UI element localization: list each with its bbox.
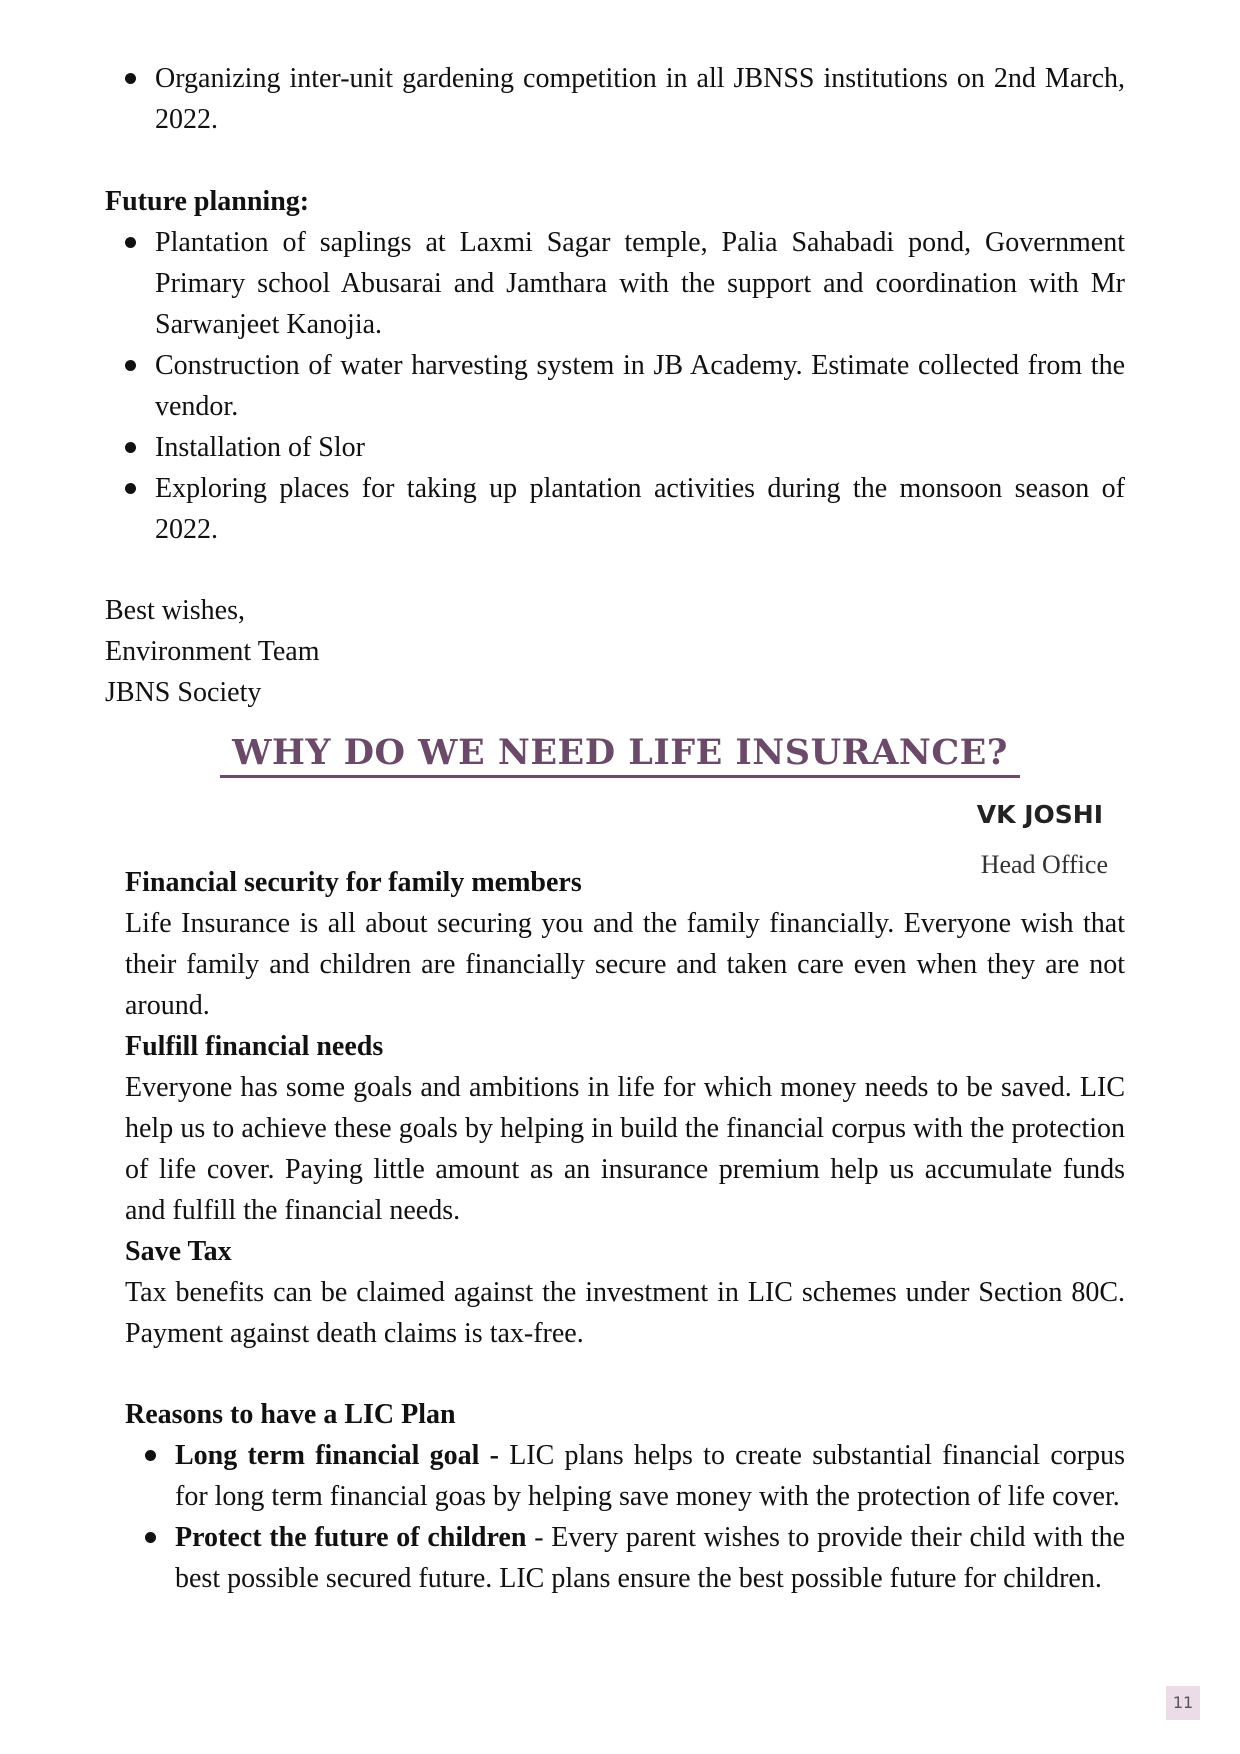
intro-bullet-list bbox=[105, 58, 1125, 140]
signoff-block bbox=[105, 590, 1125, 713]
list-item: Organizing inter-unit gardening competition in all JBNSS institutions on 2nd March, 2022. bbox=[105, 58, 1125, 140]
future-planning-section bbox=[105, 181, 1125, 550]
list-item: Installation of Slor bbox=[105, 427, 1125, 468]
reason-text: LIC plans helps to create substantial financial corpus for long term financial goas by helping save money with the protection of life cover. bbox=[175, 1440, 1126, 1512]
signoff-team: Environment Team bbox=[105, 636, 320, 667]
article-author-office: Head Office bbox=[980, 850, 1108, 879]
list-item: Exploring places for taking up plantation activities during the monsoon season of 2022. bbox=[105, 468, 1125, 550]
article-author: VK JOSHI bbox=[976, 800, 1103, 829]
signoff-organization: JBNS Society bbox=[105, 677, 262, 708]
section-heading: Fulfill financial needs bbox=[125, 1031, 384, 1062]
reasons-list bbox=[125, 1435, 1125, 1599]
future-planning-heading: Future planning: bbox=[105, 186, 310, 217]
signoff-greeting: Best wishes, bbox=[105, 595, 245, 626]
article-title-text: WHY DO WE NEED LIFE INSURANCE? bbox=[220, 732, 1020, 778]
list-item: Plantation of saplings at Laxmi Sagar temple, Palia Sahabadi pond, Government Primary school Abusarai and Jamthara with the support and coordination with Mr Sarwanjeet Kanojia. bbox=[105, 222, 1125, 345]
article-title bbox=[0, 732, 1240, 773]
section-text: Everyone has some goals and ambitions in life for which money needs to be saved. LIC help us to achieve these goals by helping in build the financial corpus with the protection of life cover. Paying little amount as an insurance premium help us accumulate funds and fulfill the financial needs. bbox=[125, 1072, 1125, 1226]
list-item bbox=[125, 1435, 1125, 1517]
section-text: Life Insurance is all about securing you and the family financially. Everyone wish that their family and children are financially secure and taken care even when they are not around. bbox=[125, 908, 1125, 1021]
section-heading: Save Tax bbox=[125, 1236, 232, 1267]
reasons-section bbox=[125, 1394, 1125, 1599]
section-text: Tax benefits can be claimed against the investment in LIC schemes under Section 80C. Payment against death claims is tax-free. bbox=[125, 1277, 1125, 1349]
reason-term: Protect the future of children bbox=[175, 1522, 527, 1553]
future-planning-list bbox=[105, 222, 1125, 550]
reason-text: - Every parent wishes to provide their child with the best possible secured future. LIC plans ensure the best possible future for children. bbox=[175, 1522, 1126, 1594]
list-item: Construction of water harvesting system in JB Academy. Estimate collected from the vendor. bbox=[105, 345, 1125, 427]
list-item bbox=[125, 1517, 1125, 1599]
reason-term: Long term financial goal - bbox=[175, 1440, 499, 1471]
article-body bbox=[125, 862, 1125, 1354]
reasons-heading: Reasons to have a LIC Plan bbox=[125, 1399, 456, 1430]
section-heading: Financial security for family members bbox=[125, 867, 582, 898]
page-number: 11 bbox=[1166, 1686, 1200, 1720]
